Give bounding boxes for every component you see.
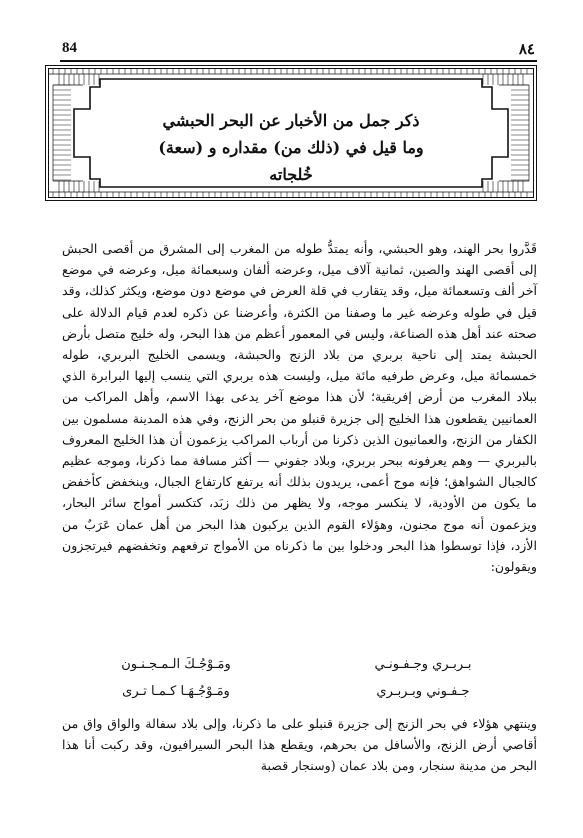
paragraph-2: وينتهي هؤلاء في بحر الزنج إلى جزيرة قنبلو على ما ذكرنا، وإلى بلاد سفالة والواق واق من أقاصي أرض الزنج، والأسافل من بحرهم، ويقطع هذا البحر السيرافيون، وقد ركبت أنا هذا البحر من مدينة سنجار، ومن بلاد عمان (وسنجار قصبة xyxy=(62,716,537,774)
chapter-title-line-1: ذكر جمل من الأخبار عن البحر الحبشي xyxy=(162,111,420,130)
header-rule xyxy=(60,60,537,62)
verse-2 xyxy=(62,684,537,711)
verse-1-first-hemistich: بـربـري وجـفـونـي xyxy=(374,657,472,672)
verse-1 xyxy=(62,657,537,684)
chapter-title xyxy=(155,107,427,188)
verse-1-second-hemistich: ومَـوْجُـكَ الـمـجـنـون xyxy=(121,657,231,672)
chapter-title-line-2: وما قيل في (ذلك من) مقداره و (سعة) خُلجاته xyxy=(158,138,424,184)
paragraph-1: قَدَّروا بحر الهند، وهو الحبشي، وأنه يمتدُّ طوله من المغرب إلى المشرق من أقصى الحبش إلى أقصى الهند والصين، ثمانية آلاف ميل، وعرضه ألفان وسبعمائة ميل، وعرضه في موضع آخر ألف وتسعمائة ميل، وقد يتقارب في قلة العرض في موضع دون موضع، ويكثر كذلك، وقد قيل في طوله وعرضه غير ما وصفنا من الكثرة، وأعرضنا عن ذكره لعدم قيام الدلالة على صحته عند أهل هذه الصناعة، وليس في المعمور أعظم من هذا البحر، وله خليج متصل بأرض الحبشة يمتد إلى ناحية بربري من بلاد الزنج والحبشة، ويسمى الخليج البربري، طوله خمسمائة ميل، وعرض طرفيه مائة ميل، وليست هذه بربري التي ينسب إليها البرابرة الذي ببلاد المغرب من أرض إفريقية؛ لأن هذا موضع آخر يدعى بهذا الاسم، وأهل المراكب من العمانيين يقطعون هذا الخليج إلى جزيرة قنبلو من بحر الزنج، وفي هذه المدينة مسلمون بين الكفار من الزنج، والعمانيون الذين ذكرنا من أرباب المراكب يزعمون أن هذا الخليج المعروف بالبربري — وهم يعرفونه ببحر بربري، وبلاد جفوني — أكثر مسافة مما ذكرنا، وموجه عظيم كالجبال الشواهق؛ فإنه موج أعمى، يريدون بذلك أنه يرتفع كارتفاع الجبال، وينخفض كأخفض ما يكون من الأودية، لا ينكسر موجه، ولا يظهر من ذلك زبَد، كتكسر أمواج سائر البحار، ويزعمون أنه موج مجنون، وهؤلاء القوم الذين يركبون هذا البحر من أهل عمان عَرَبٌ من الأزد، فإذا توسطوا هذا البحر ودخلوا بين ما ذكرناه من الأمواج ترفعهم وتخفضهم فيرتجزون ويقولون: xyxy=(62,241,537,575)
chapter-title-frame xyxy=(45,65,537,201)
verse-2-first-hemistich: جـفـوني وبـربـري xyxy=(376,684,470,699)
body-text-continued xyxy=(62,713,537,777)
page-number-latin: 84 xyxy=(62,40,77,56)
poem xyxy=(62,657,537,711)
body-text xyxy=(62,238,537,577)
verse-2-second-hemistich: ومَـوْجُـهَـا كـمـا تـرى xyxy=(122,684,230,699)
page-number-arabic: ٨٤ xyxy=(518,42,535,58)
